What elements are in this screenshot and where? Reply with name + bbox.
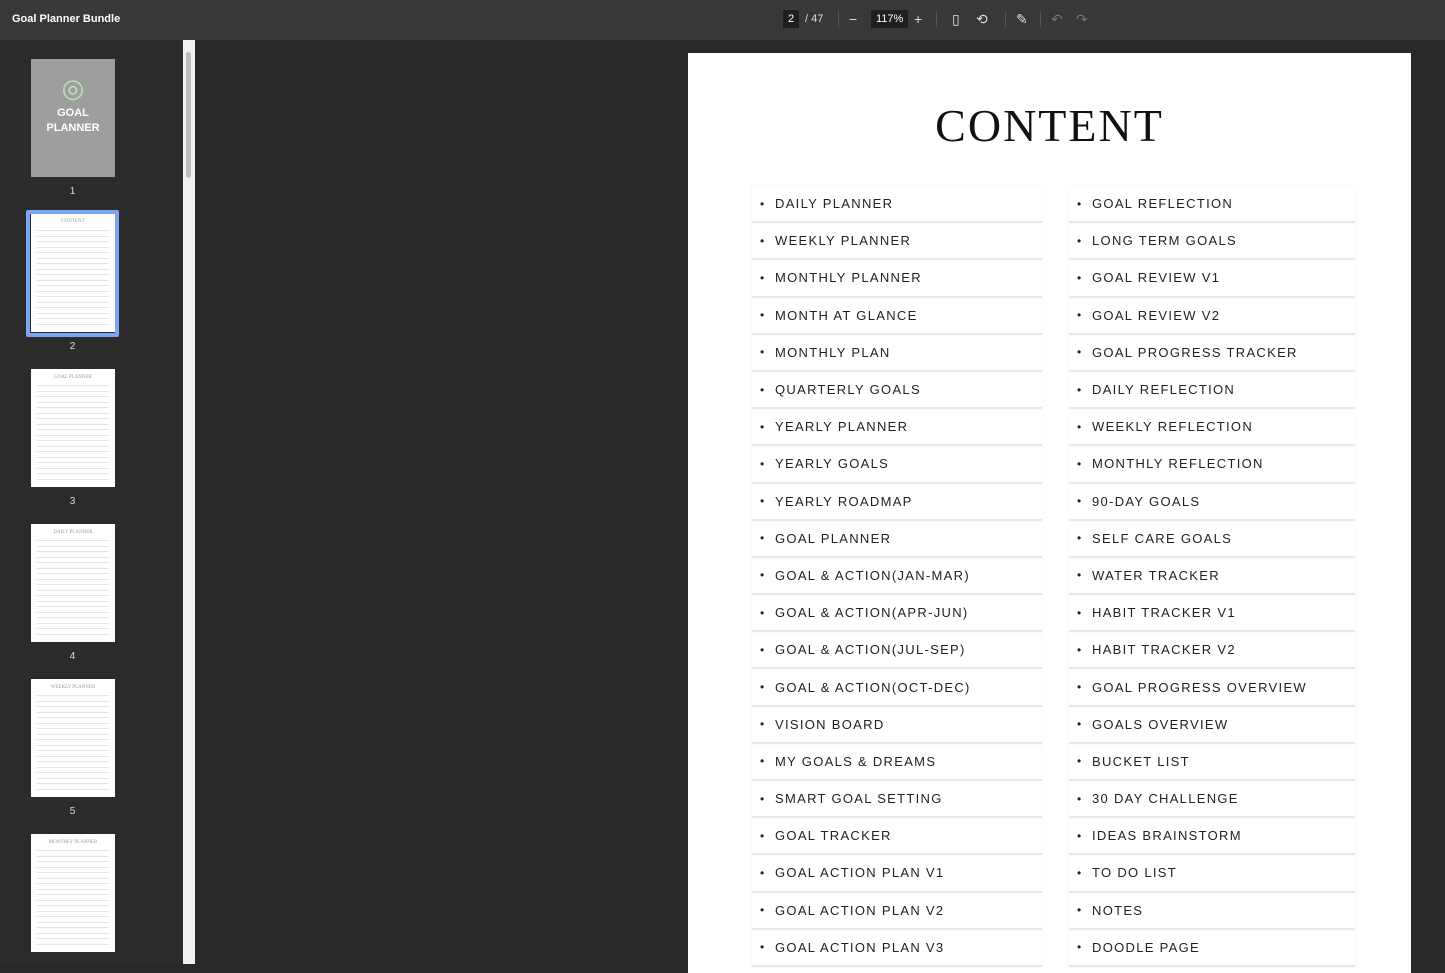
bullet-icon: • [1077,345,1083,360]
bullet-icon: • [760,382,766,397]
thumbnail-line [37,872,109,873]
thumbnail-line [37,601,109,602]
contents-item-label: SELF CARE GOALS [1092,530,1233,546]
contents-item[interactable] [1069,669,1355,706]
bullet-icon: • [1077,233,1083,248]
page-number-input[interactable]: 2 [783,10,799,28]
contents-item[interactable] [752,223,1042,260]
contents-item[interactable] [1069,930,1355,967]
contents-item-label: HABIT TRACKER V2 [1092,642,1236,658]
thumbnail-line [37,462,109,463]
bullet-icon: • [1077,382,1083,397]
thumbnail-number: 4 [69,651,76,662]
contents-item[interactable] [1069,632,1355,669]
redo-icon[interactable]: ↷ [1076,11,1088,27]
bullet-icon: • [760,419,766,434]
thumbnail-line [37,429,109,430]
bullet-icon: • [1077,717,1083,732]
thumbnail-line [37,473,109,474]
divider [936,11,937,27]
thumbnail-line [37,291,109,292]
contents-item-label: GOAL PLANNER [775,530,892,546]
sidebar-scrollbar[interactable] [183,40,195,964]
thumbnail-line [37,761,109,762]
rotate-icon[interactable]: ⟲ [976,11,988,27]
contents-item[interactable] [1069,521,1355,558]
contents-item[interactable] [1069,595,1355,632]
thumbnail-page-4[interactable] [31,524,115,642]
bullet-icon: • [1077,196,1083,211]
draw-icon[interactable]: ✎ [1016,11,1028,27]
bullet-icon: • [760,642,766,657]
thumbnail-line [37,933,109,934]
thumbnail-line [37,789,109,790]
zoom-in-button[interactable]: + [914,11,923,27]
contents-item[interactable] [752,669,1042,706]
contents-item-label: GOAL REVIEW V1 [1092,270,1221,286]
bullet-icon: • [1077,903,1083,918]
thumbnail-line [37,313,109,314]
contents-item[interactable] [752,484,1042,521]
thumbnail-line [37,734,109,735]
bullet-icon: • [1077,419,1083,434]
bullet-icon: • [1077,308,1083,323]
thumbnail-line [37,745,109,746]
pdf-page [688,53,1411,973]
thumbnail-line [37,739,109,740]
bullet-icon: • [760,456,766,471]
thumbnail-line [37,772,109,773]
thumbnail-line [37,927,109,928]
contents-item-label: GOAL REFLECTION [1092,196,1234,212]
contents-item[interactable] [752,893,1042,930]
contents-item-label: GOAL TRACKER [775,828,892,844]
contents-item-label: GOAL & ACTION(OCT-DEC) [775,679,971,695]
thumbnail-line [37,783,109,784]
thumbnail-line [37,424,109,425]
thumbnail-line [37,712,109,713]
contents-item-label: GOAL ACTION PLAN V2 [775,902,945,918]
thumbnail-line [37,584,109,585]
thumbnail-line [37,562,109,563]
bullet-icon: • [1077,940,1083,955]
contents-item[interactable] [752,521,1042,558]
contents-item[interactable] [1069,818,1355,855]
thumbnail-line [37,263,109,264]
contents-item[interactable] [752,186,1042,223]
contents-item[interactable] [1069,484,1355,521]
contents-item-label: YEARLY PLANNER [775,419,909,435]
thumbnail-line [37,551,109,552]
bullet-icon: • [1077,828,1083,843]
thumbnail-line [37,938,109,939]
divider [838,11,839,27]
contents-item-label: GOAL ACTION PLAN V3 [775,939,945,955]
contents-item-label: 30 DAY CHALLENGE [1092,791,1239,807]
contents-item-label: GOALS OVERVIEW [1092,716,1229,732]
thumbnail-line [37,850,109,851]
bullet-icon: • [760,605,766,620]
thumbnail-line [37,258,109,259]
thumbnail-line [37,324,109,325]
contents-item-label: GOAL ACTION PLAN V1 [775,865,945,881]
contents-item-label: MONTHLY PLANNER [775,270,922,286]
thumbnail-line [37,856,109,857]
contents-item[interactable] [752,372,1042,409]
bullet-icon: • [760,680,766,695]
contents-item[interactable] [752,558,1042,595]
thumbnail-line [37,767,109,768]
thumbnail-line [37,922,109,923]
contents-item-label: MONTH AT GLANCE [775,307,918,323]
scrollbar-thumb[interactable] [186,52,191,178]
thumbnail-number: 1 [69,186,76,197]
zoom-out-button[interactable]: − [849,11,858,27]
contents-item-label: DOODLE PAGE [1092,939,1200,955]
contents-item-label: BUCKET LIST [1092,753,1190,769]
thumbnail-line [37,590,109,591]
contents-item-label: LONG TERM GOALS [1092,233,1237,249]
bullet-icon: • [1077,531,1083,546]
thumbnail-page-6[interactable] [31,834,115,952]
thumbnail-number: 5 [69,806,76,817]
contents-item[interactable] [752,446,1042,483]
contents-item[interactable] [752,855,1042,892]
thumbnail-page-2[interactable] [31,214,115,332]
thumbnail-line [37,557,109,558]
bullet-icon: • [760,568,766,583]
contents-item-label: MY GOALS & DREAMS [775,753,937,769]
bullet-icon: • [1077,456,1083,471]
thumbnail-line [37,750,109,751]
thumbnail-line [37,307,109,308]
thumbnail-line [37,623,109,624]
thumbnail-line [37,407,109,408]
contents-item[interactable] [752,260,1042,297]
bullet-icon: • [760,196,766,211]
thumbnail-line [37,280,109,281]
thumbnail-line [37,385,109,386]
thumbnail-line [37,440,109,441]
thumbnail-title: WEEKLY PLANNER [50,685,96,690]
thumbnail-line [37,889,109,890]
bullet-icon: • [1077,568,1083,583]
contents-left-column [752,186,1042,967]
bullet-icon: • [1077,865,1083,880]
contents-item-label: MONTHLY REFLECTION [1092,456,1264,472]
contents-item-label: VISION BOARD [775,716,885,732]
contents-item[interactable] [1069,855,1355,892]
thumbnail-number: 3 [69,496,76,507]
thumbnail-line [37,944,109,945]
bullet-icon: • [1077,754,1083,769]
contents-item-label: WEEKLY PLANNER [775,233,912,249]
thumbnail-line [37,568,109,569]
thumbnail-line [37,894,109,895]
document-title: Goal Planner Bundle [12,13,121,25]
undo-icon[interactable]: ↶ [1051,11,1063,27]
thumbnail-line [37,540,109,541]
contents-item[interactable] [1069,558,1355,595]
bullet-icon: • [760,828,766,843]
bullet-icon: • [1077,680,1083,695]
thumbnail-line [37,468,109,469]
thumbnail-line [37,595,109,596]
thumbnail-line [37,296,109,297]
thumbnail-line [37,402,109,403]
thumbnail-line [37,728,109,729]
thumbnail-line [37,695,109,696]
thumbnail-line [37,628,109,629]
contents-item[interactable] [752,335,1042,372]
cover-title: GOAL PLANNER [46,107,100,134]
thumbnail-line [37,606,109,607]
thumbnail-page-3[interactable] [31,369,115,487]
bullet-icon: • [760,791,766,806]
thumbnail-line [37,717,109,718]
contents-item-label: GOAL & ACTION(JAN-MAR) [775,567,970,583]
contents-item[interactable] [1069,893,1355,930]
thumbnail-line [37,911,109,912]
bullet-icon: • [760,865,766,880]
bullet-icon: • [1077,791,1083,806]
thumbnail-line [37,778,109,779]
contents-item-label: YEARLY GOALS [775,456,890,472]
thumbnail-line [37,418,109,419]
thumbnail-line [37,241,109,242]
bullet-icon: • [760,940,766,955]
target-icon: ◎ [61,73,85,103]
contents-item-label: GOAL PROGRESS TRACKER [1092,344,1298,360]
contents-item-label: TO DO LIST [1092,865,1177,881]
divider [1040,11,1041,27]
thumbnail-line [37,457,109,458]
contents-item-label: DAILY PLANNER [775,196,894,212]
thumbnail-line [37,274,109,275]
contents-item-label: GOAL & ACTION(APR-JUN) [775,605,969,621]
contents-item-label: WATER TRACKER [1092,567,1220,583]
thumbnail-line [37,878,109,879]
contents-item-label: GOAL & ACTION(JUL-SEP) [775,642,966,658]
contents-item-label: YEARLY ROADMAP [775,493,913,509]
contents-item[interactable] [752,781,1042,818]
thumbnail-line [37,573,109,574]
contents-item-label: 90-DAY GOALS [1092,493,1201,509]
contents-item[interactable] [1069,298,1355,335]
bullet-icon: • [1077,494,1083,509]
thumbnail-line [37,247,109,248]
thumbnail-line [37,446,109,447]
thumbnail-title: DAILY PLANNER [53,530,93,535]
contents-item[interactable] [752,298,1042,335]
thumbnail-line [37,617,109,618]
contents-item[interactable] [752,632,1042,669]
bullet-icon: • [760,903,766,918]
thumbnail-line [37,396,109,397]
bullet-icon: • [760,308,766,323]
contents-item[interactable] [752,818,1042,855]
thumbnail-line [37,634,109,635]
thumbnail-title: GOAL PLANNER [53,375,92,380]
thumbnail-line [37,579,109,580]
thumbnail-line [37,546,109,547]
thumbnail-line [37,413,109,414]
contents-item[interactable] [752,930,1042,967]
fit-page-icon[interactable]: ▯ [952,11,960,27]
contents-item-label: SMART GOAL SETTING [775,791,943,807]
thumbnail-page-5[interactable] [31,679,115,797]
contents-item[interactable] [1069,335,1355,372]
bullet-icon: • [760,531,766,546]
total-pages: / 47 [805,13,824,25]
contents-item[interactable] [1069,744,1355,781]
toolbar [0,0,1445,40]
contents-item[interactable] [752,409,1042,446]
bullet-icon: • [1077,270,1083,285]
contents-item-label: MONTHLY PLAN [775,344,891,360]
bullet-icon: • [760,754,766,769]
bullet-icon: • [760,717,766,732]
thumbnail-sidebar [0,40,183,964]
thumbnail-line [37,285,109,286]
bullet-icon: • [1077,605,1083,620]
contents-item-label: GOAL PROGRESS OVERVIEW [1092,679,1307,695]
contents-item[interactable] [1069,186,1355,223]
thumbnail-line [37,451,109,452]
thumbnail-line [37,269,109,270]
contents-item[interactable] [1069,409,1355,446]
contents-item[interactable] [1069,781,1355,818]
contents-item[interactable] [752,707,1042,744]
thumbnail-line [37,302,109,303]
zoom-level-input[interactable]: 117% [871,10,908,28]
contents-item[interactable] [1069,223,1355,260]
contents-item[interactable] [752,744,1042,781]
thumbnail-line [37,252,109,253]
thumbnail-line [37,706,109,707]
bullet-icon: • [760,494,766,509]
contents-item-label: QUARTERLY GOALS [775,382,921,398]
thumbnail-page-1[interactable] [31,59,115,177]
thumbnail-line [37,612,109,613]
thumbnail-line [37,883,109,884]
divider [1005,11,1006,27]
thumbnail-line [37,391,109,392]
thumbnail-line [37,479,109,480]
page-title: CONTENT [935,100,1164,151]
contents-item-label: IDEAS BRAINSTORM [1092,828,1242,844]
thumbnail-line [37,723,109,724]
thumbnail-line [37,236,109,237]
bullet-icon: • [760,233,766,248]
contents-item[interactable] [752,595,1042,632]
bullet-icon: • [760,345,766,360]
contents-item-label: GOAL REVIEW V2 [1092,307,1221,323]
thumbnail-line [37,905,109,906]
thumbnail-line [37,435,109,436]
bullet-icon: • [760,270,766,285]
contents-item[interactable] [1069,260,1355,297]
thumbnail-line [37,701,109,702]
thumbnail-number: 2 [69,341,76,352]
thumbnail-line [37,861,109,862]
contents-item[interactable] [1069,446,1355,483]
contents-item-label: NOTES [1092,902,1144,918]
thumbnail-line [37,318,109,319]
contents-item-label: DAILY REFLECTION [1092,382,1236,398]
bullet-icon: • [1077,642,1083,657]
thumbnail-line [37,867,109,868]
thumbnail-title: MONTHLY PLANNER [48,840,98,845]
thumbnail-line [37,230,109,231]
contents-item[interactable] [1069,372,1355,409]
thumbnail-line [37,756,109,757]
contents-item-label: WEEKLY REFLECTION [1092,419,1254,435]
contents-item[interactable] [1069,707,1355,744]
contents-right-column [1069,186,1355,967]
thumbnail-line [37,916,109,917]
contents-item-label: HABIT TRACKER V1 [1092,605,1236,621]
thumbnail-title: CONTENT [61,219,85,224]
thumbnail-line [37,900,109,901]
